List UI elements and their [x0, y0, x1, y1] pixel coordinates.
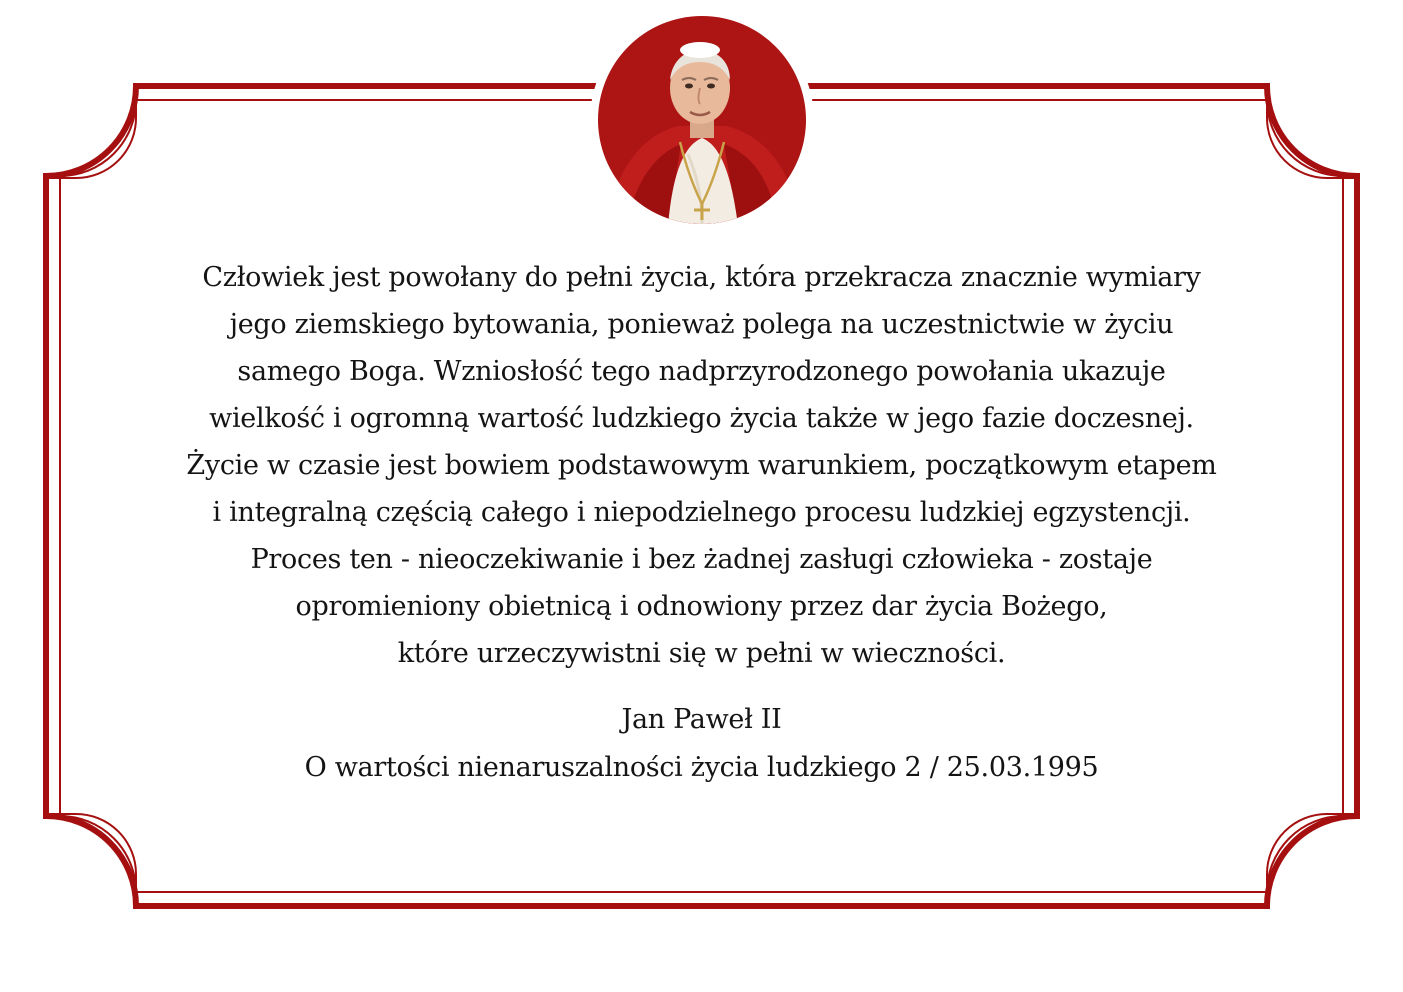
author-name: Jan Paweł II [621, 704, 782, 735]
quote-line: jego ziemskiego bytowania, ponieważ polega na uczestnictwie w życiu [229, 309, 1174, 340]
pope-portrait-icon [596, 14, 808, 226]
attribution [80, 696, 1323, 792]
quote-line: opromieniony obietnicą i odnowiony przez dar życia Bożego, [295, 591, 1108, 622]
quote-line: samego Boga. Wzniosłość tego nadprzyrodzonego powołania ukazuje [237, 356, 1166, 387]
quote-text [80, 254, 1323, 677]
quote-line: które urzeczywistni się w pełni w wieczności. [397, 638, 1006, 669]
quote-line: i integralną częścią całego i niepodzielnego procesu ludzkiej egzystencji. [212, 497, 1191, 528]
quote-line: Życie w czasie jest bowiem podstawowym warunkiem, początkowym etapem [186, 450, 1217, 481]
source-citation: O wartości nienaruszalności życia ludzkiego 2 / 25.03.1995 [304, 752, 1099, 783]
quote-line: wielkość i ogromną wartość ludzkiego życia także w jego fazie doczesnej. [209, 403, 1194, 434]
quote-line: Człowiek jest powołany do pełni życia, która przekracza znacznie wymiary [202, 262, 1201, 293]
quote-line: Proces ten - nieoczekiwanie i bez żadnej zasługi człowieka - zostaje [250, 544, 1153, 575]
